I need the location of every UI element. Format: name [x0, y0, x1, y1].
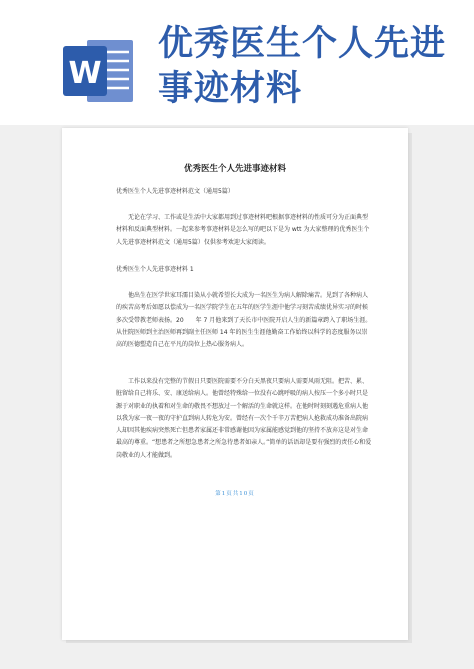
intro-paragraph: 无论在学习、工作或是生活中大家都用到过事迹材料吧根据事迹材料的性质可分为正面典型材料和反面典型材料。一起来参考事迹材料是怎么写的吧以下是为 wtt 为大家整理的优秀医生个人先进事迹材料范文（通用5篇）仅供参考欢迎大家阅读。 [116, 214, 370, 246]
word-icon [63, 40, 135, 102]
banner-title-line2: 事迹材料 [158, 69, 303, 109]
document-subtitle: 优秀医生个人先进事迹材料范文（通用5篇） [116, 188, 234, 195]
banner-title-line1: 优秀医生个人先进 [158, 24, 447, 64]
banner-title [158, 22, 458, 112]
banner [0, 0, 474, 125]
page-footer: 第1页共10页 [215, 491, 255, 497]
body-paragraph-2: 工作以来没有完整的节假日只要医院需要不分白天黑夜只要病人需要风雨无阻。把苦、累、脏留给自己将乐、安、康送给病人。他曾经特殊给一位没有心跳呼吸的病人按压一个多小时只是源于对职业的执着和对生命的敬畏不想放过一个解活的生命就这样。在他时时刻刻遇危重病人他以我为家一夜一夜的守护直到病人转危为安。曾经有一次个千辛万苦把病人抢救成功准备出院病人却因其他疾病突然死亡但患者家属还非常感谢他因为家属能感觉到他的坚持不放弃这是对生命最高的尊重。“想患者之所想急患者之所急待患者如亲人。”简单的话语却是要有强烈的责任心和爱岗敬业的人才能做到。 [116, 378, 372, 459]
section-heading: 优秀医生个人先进事迹材料 1 [116, 266, 194, 273]
body-paragraph-1: 他出生在医学世家耳濡目染从小就希望长大成为一名医生为病人解除痛苦。见到了各种病人的疾苦高考后如愿以偿成为一名医学院学生在五年的医学生涯中他学习刻苦成绩优异实习的时候多次受带教老师表扬。20 年 7 月他来到了天长市中医院开启人生的新篇章跨入了职场生涯。从住院医师到主治医师再到副主任医师 14 年的医生生涯他勤奋工作始终以科学的态度服务以崇高的医德塑造自己在平凡的岗位上热心服务病人。 [116, 292, 372, 349]
document-page [62, 128, 408, 640]
word-logo-letter: W [68, 56, 102, 91]
document-title: 优秀医生个人先进事迹材料 [183, 164, 286, 174]
